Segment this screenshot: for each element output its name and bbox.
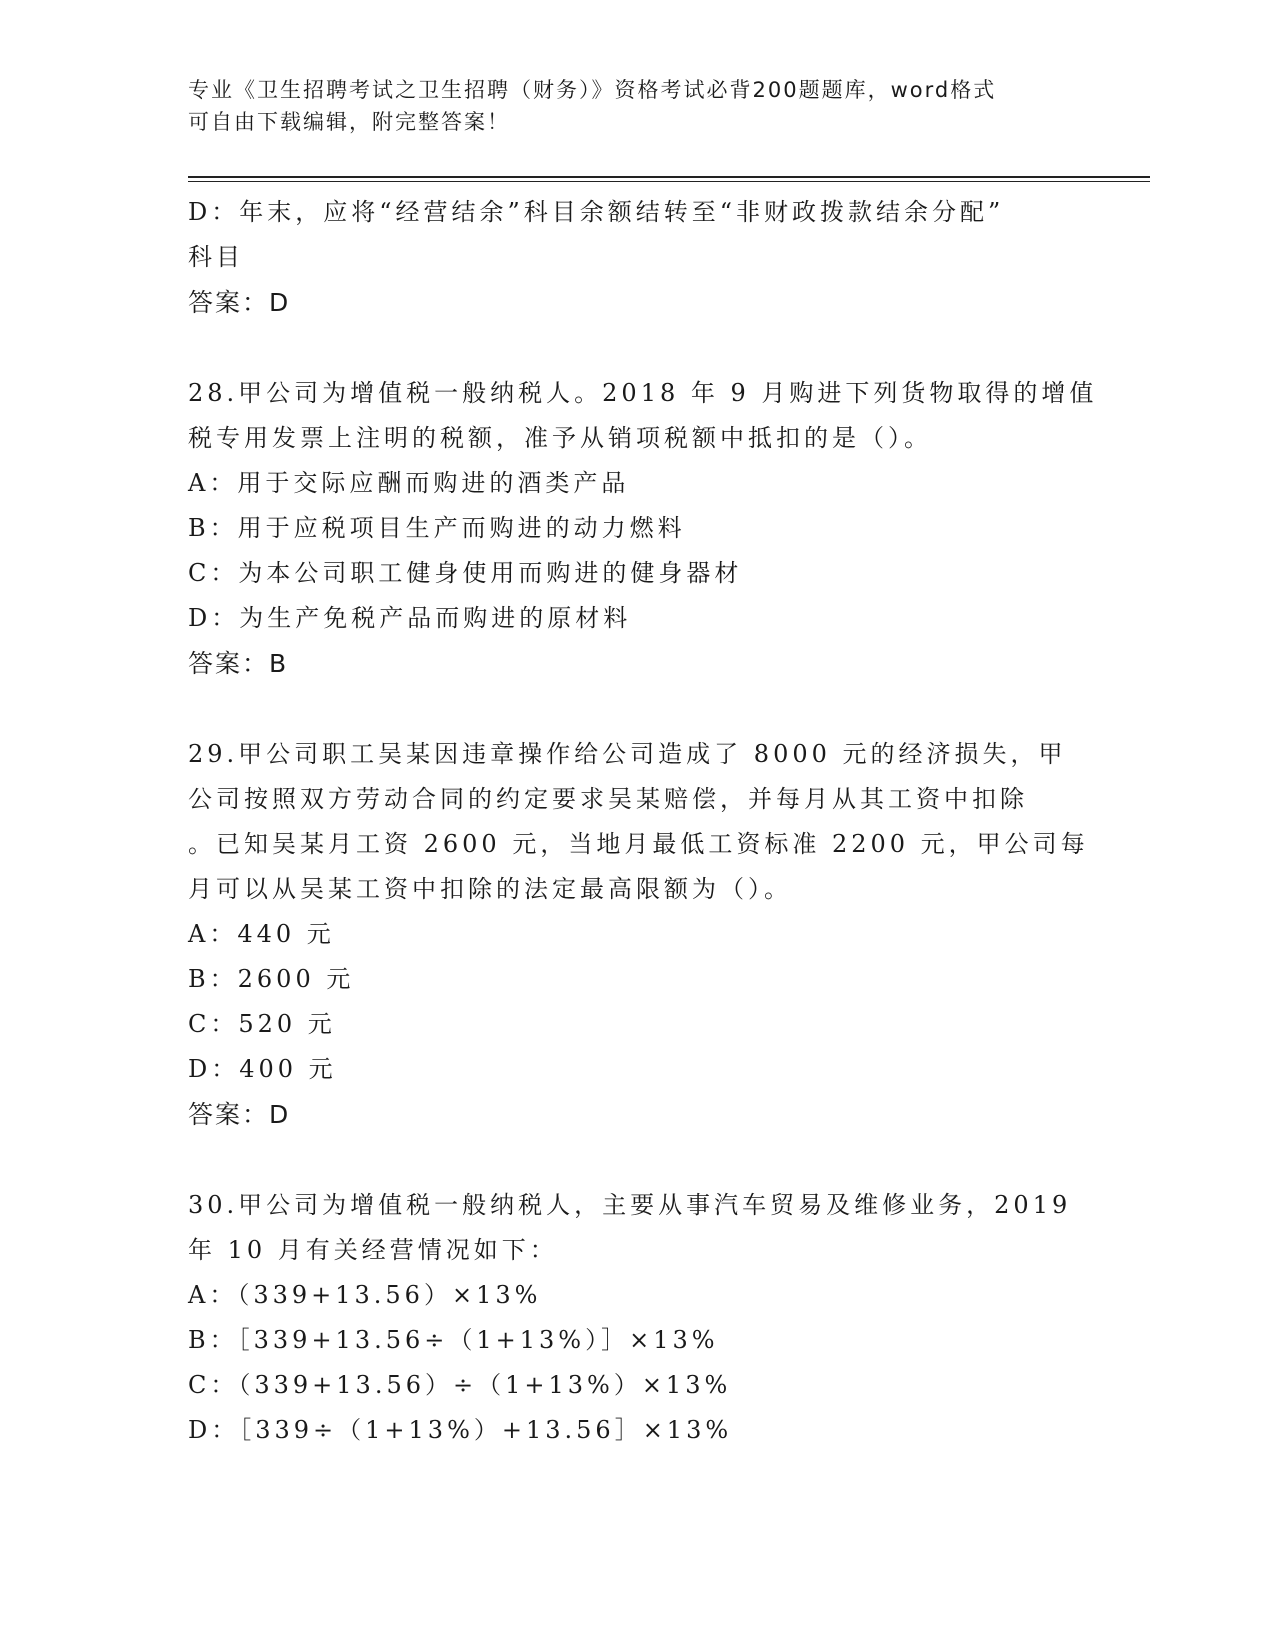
spacer <box>188 686 1088 732</box>
q29-stem-line-4: 月可以从吴某工资中扣除的法定最高限额为（）。 <box>188 875 792 903</box>
q27-option-d-line-2: 科目 <box>188 243 244 271</box>
q28-stem-line-1: 28.甲公司为增值税一般纳税人。2018 年 9 月购进下列货物取得的增值 <box>188 379 1098 407</box>
question-30 <box>188 1183 1088 1453</box>
q29-stem-line-3: 。已知吴某月工资 2600 元，当地月最低工资标准 2200 元，甲公司每 <box>188 830 1089 858</box>
spacer <box>188 325 1088 371</box>
q30-stem-line-1: 30.甲公司为增值税一般纳税人，主要从事汽车贸易及维修业务，2019 <box>188 1191 1072 1219</box>
spacer <box>188 1137 1088 1183</box>
header-title-line-2: 可自由下载编辑，附完整答案！ <box>188 110 510 134</box>
q30-option-c: C：（339+13.56）÷（1+13%）×13% <box>188 1371 732 1399</box>
q30-option-d: D：［339÷（1+13%）+13.56］×13% <box>188 1416 733 1444</box>
question-29 <box>188 732 1088 1137</box>
q29-option-d: D：400 元 <box>188 1055 337 1083</box>
header-rule-thin <box>188 181 1150 182</box>
q30-stem-line-2: 年 10 月有关经营情况如下： <box>188 1236 558 1264</box>
header-title-line-1: 专业《卫生招聘考试之卫生招聘（财务）》资格考试必背200题题库，word格式 <box>188 78 997 102</box>
q28-option-d: D：为生产免税产品而购进的原材料 <box>188 604 632 632</box>
q28-option-a: A：用于交际应酬而购进的酒类产品 <box>188 469 630 497</box>
q28-option-b: B：用于应税项目生产而购进的动力燃料 <box>188 514 686 542</box>
q29-stem-line-1: 29.甲公司职工吴某因违章操作给公司造成了 8000 元的经济损失，甲 <box>188 740 1067 768</box>
q29-option-b: B：2600 元 <box>188 965 355 993</box>
q30-option-a: A：（339+13.56）×13% <box>188 1281 542 1309</box>
header-rule-thick <box>188 176 1150 178</box>
q29-stem-line-2: 公司按照双方劳动合同的约定要求吴某赔偿，并每月从其工资中扣除 <box>188 785 1028 813</box>
question-content <box>188 190 1098 1453</box>
q28-option-c: C：为本公司职工健身使用而购进的健身器材 <box>188 559 743 587</box>
question-27-tail <box>188 190 1088 325</box>
q28-answer: 答案：B <box>188 649 289 678</box>
q29-answer: 答案：D <box>188 1100 291 1129</box>
question-28 <box>188 371 1098 686</box>
q29-option-a: A：440 元 <box>188 920 335 948</box>
q27-answer: 答案：D <box>188 288 291 317</box>
q27-option-d-line-1: D：年末，应将“经营结余”科目余额结转至“非财政拨款结余分配” <box>188 198 1005 226</box>
q28-stem-line-2: 税专用发票上注明的税额，准予从销项税额中抵扣的是（）。 <box>188 424 932 452</box>
q29-option-c: C：520 元 <box>188 1010 336 1038</box>
document-header <box>188 74 1088 138</box>
q30-option-b: B：［339+13.56÷（1+13%）］×13% <box>188 1326 719 1354</box>
